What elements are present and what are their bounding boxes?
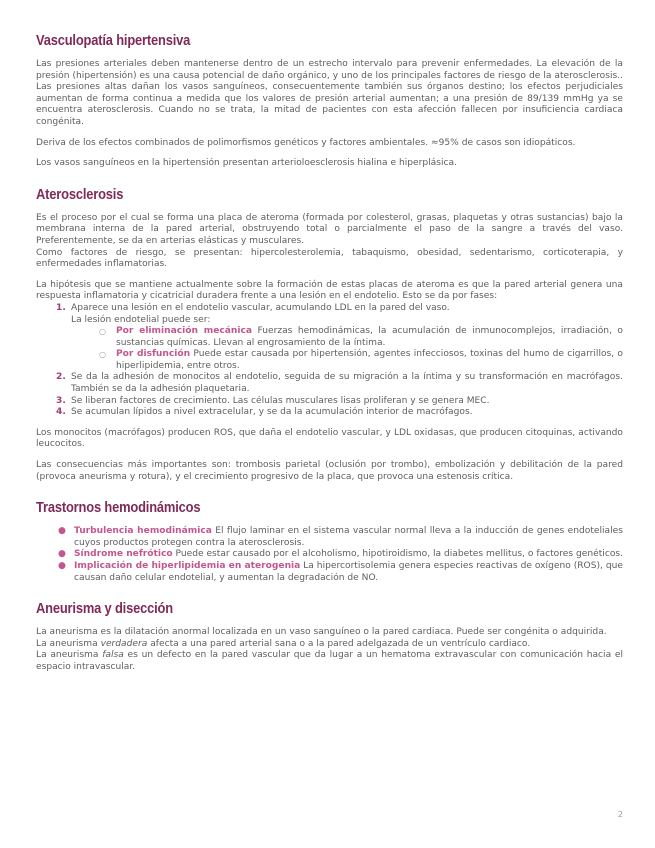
section-title: Vasculopatía hipertensiva (36, 32, 191, 49)
paragraph: Las presiones arteriales deben mantenerse dentro de un estrecho intervalo para prevenir enfermedades. La elevación de la presión (hipertensión) es una causa potencial de daño orgánico, y uno de los principales factores de riesgo de la aterosclerosis.. Las presiones altas dañan los vasos sanguíneos, consecuentemente también sus órganos destino; los efectos perjudiciales aumentan de forma continua a medida que los valores de presión arterial aumentan; a una presión de 89/139 mmHg ya se encuentra aterosclerosis. Cuando no se trata, la mitad de pacientes con esta afección fallecen por insuficiencia cardiaca congénita. (36, 59, 623, 127)
list-text: Se da la adhesión de monocitos al endotelio, seguida de su migración a la íntima y su transformación en macrófagos. También se da la adhesión plaquetaria. (71, 372, 623, 395)
term: Por eliminación mecánica (116, 326, 253, 337)
paragraph: Deriva de los efectos combinados de polimorfismos genéticos y factores ambientales. ≈95% de casos son idiopáticos. (36, 137, 576, 148)
text-fragment: La aneurisma (36, 650, 103, 661)
section-aneurisma (36, 600, 623, 673)
sub-list (71, 326, 623, 372)
emphasis: verdadera (100, 638, 148, 649)
sub-list-item (71, 326, 623, 349)
list-number: 4. (56, 407, 66, 418)
list-text: Se liberan factores de crecimiento. Las células musculares lisas proliferan y se genera MEC. (71, 395, 490, 406)
sub-text: Puede estar causada por hipertensión, agentes infecciosos, toxinas del humo de cigarrillos, o hiperlipidemia, entre otros. (116, 349, 623, 371)
paragraph: Es el proceso por el cual se forma una placa de ateroma (formada por colesterol, grasas, plaquetas y otras sustancias) bajo la membrana interna de la pared arterial, obstruyendo total o parcialmente el paso de la sangre a través del vaso. Preferentemente, se da en arterias elásticas y musculares. (36, 212, 623, 246)
circle-bullet-icon: ○ (99, 350, 106, 360)
circle-bullet-icon: ○ (99, 327, 106, 337)
bullet-list (36, 526, 623, 584)
section-title: Aterosclerosis (36, 185, 124, 203)
bullet-icon: ● (58, 549, 66, 560)
document-page (36, 32, 623, 690)
list-text: Se acumulan lípidos a nivel extracelular, y se da la acumulación interior de macrófagos. (71, 407, 473, 418)
phases-list (36, 303, 623, 419)
text-fragment: afecta a una pared arterial sana o a la pared adelgazada de un ventrículo cardiaco. (147, 638, 531, 649)
paragraph: Los vasos sanguíneos en la hipertensión presentan arterioloesclerosis hialina e hiperplásica. (36, 158, 457, 169)
paragraph: Como factores de riesgo, se presentan: hipercolesterolemia, tabaquismo, obesidad, sedentarismo, corticoterapia, y enfermedades inflamatorias. (36, 247, 623, 270)
paragraph (36, 650, 623, 673)
bullet-icon: ● (58, 526, 66, 537)
list-item (36, 549, 623, 561)
sub-text: Fuerzas hemodinámicas, la acumulación de inmunocomplejos, irradiación, o sustancias químicas. Llevan al engrosamiento de la íntima. (116, 326, 623, 348)
list-text: La hipercortisolemia genera especies reactivas de oxígeno (ROS), que causan daño celular endotelial, y aumentan la degradación de NO. (74, 561, 623, 583)
paragraph: Las consecuencias más importantes son: trombosis parietal (oclusión por trombo), embolización y debilitación de la pared (provoca aneurisma y rotura), y el crecimiento progresivo de la placa, que provoca una estenosis crítica. (36, 460, 623, 482)
list-text: Aparece una lesión en el endotelio vascular, acumulando LDL en la pared del vaso. (71, 302, 450, 313)
term: Turbulencia hemodinámica (74, 526, 212, 537)
bullet-icon: ● (58, 561, 66, 571)
term: Síndrome nefrótico (74, 549, 173, 560)
list-text: Puede estar causado por el alcoholismo, hipotiroidismo, la diabetes mellitus, o factores genéticos. (172, 549, 624, 560)
list-text: El flujo laminar en el sistema vascular normal lleva a la inducción de genes endoteliales cuyos productos protegen contra la aterosclerosis. (74, 526, 623, 548)
text-fragment: La aneurisma (36, 638, 101, 649)
paragraph: La aneurisma es la dilatación anormal localizada en un vaso sanguíneo o la pared cardiaca. Puede ser congénita o adquirida. (36, 627, 607, 638)
list-item (36, 561, 623, 584)
list-item (36, 526, 623, 549)
section-title: Trastornos hemodinámicos (36, 499, 201, 517)
section-vasculopatia (36, 32, 623, 170)
paragraph: Los monocitos (macrófagos) producen ROS, que daña el endotelio vascular, y LDL oxidasas, que producen citoquinas, activando leucocitos. (36, 427, 623, 450)
text-fragment: es un defecto en la pared vascular que da lugar a un hematoma extravascular con comunicación hacia el espacio intravascular. (36, 650, 623, 672)
section-aterosclerosis (36, 186, 623, 483)
paragraph (36, 639, 623, 651)
list-number: 1. (56, 302, 66, 313)
list-text: La lesión endotelial puede ser: (71, 314, 211, 325)
page-number: 2 (617, 810, 623, 819)
list-item (36, 407, 623, 419)
section-trastornos (36, 499, 623, 584)
list-number: 2. (56, 372, 66, 383)
section-title: Aneurisma y disección (36, 600, 173, 618)
list-item (36, 303, 623, 373)
sub-list-item (71, 349, 623, 372)
list-item (36, 396, 623, 408)
term: Por disfunción (116, 349, 191, 360)
emphasis: falsa (102, 650, 124, 661)
list-number: 3. (56, 395, 66, 406)
term: Implicación de hiperlipidemia en aterogenia (74, 561, 301, 571)
paragraph: La hipótesis que se mantiene actualmente sobre la formación de estas placas de ateroma es que la pared arterial genera una respuesta inflamatoria y cicatricial duradera frente a una lesión en el endotelio. Esto se da por fases: (36, 279, 623, 302)
list-item (36, 372, 623, 395)
